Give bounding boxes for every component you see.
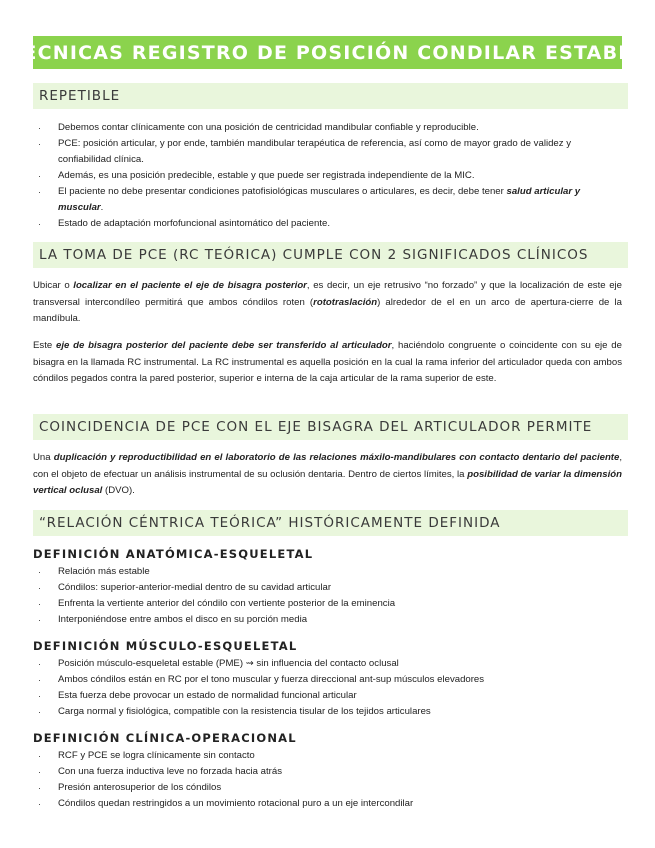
bullet-icon: · xyxy=(38,799,41,809)
list-item: · Enfrenta la vertiente anterior del cóndilo con vertiente posterior de la eminencia xyxy=(33,596,622,612)
page-title: TÉCNICAS REGISTRO DE POSICIÓN CONDILAR ESTABLE xyxy=(33,36,622,69)
subheading-clinica: DEFINICIÓN CLÍNICA-OPERACIONAL xyxy=(33,731,297,745)
list-item: · Con una fuerza inductiva leve no forzada hacia atrás xyxy=(33,764,622,780)
bullet-icon: · xyxy=(38,171,41,181)
list-item: · Cóndilos: superior-anterior-medial dentro de su cavidad articular xyxy=(33,580,622,596)
paragraph-toma-2: Este eje de bisagra posterior del paciente debe ser transferido al articulador, haciéndolo congruente o coincidente con su eje de bisagra en la llamada RC instrumental. La RC instrumental es aquella posición en la cual la rama inferior del articulador queda con ambos cóndilos pegados contra la pared posterior, superior e interna de la caja articular de la rama superior de este. xyxy=(33,340,622,384)
section-heading-coincidencia: COINCIDENCIA DE PCE CON EL EJE BISAGRA DEL ARTICULADOR PERMITE xyxy=(33,414,628,440)
bullet-icon: · xyxy=(38,615,41,625)
bullet-icon: · xyxy=(38,567,41,577)
bullet-icon: · xyxy=(38,751,41,761)
repetible-list xyxy=(33,120,622,232)
list-item: · El paciente no debe presentar condiciones patofisiológicas musculares o articulares, es decir, debe tener salud articular y muscular. xyxy=(38,186,581,213)
bullet-icon: · xyxy=(38,659,41,669)
paragraph-coincidencia: Una duplicación y reproductibilidad en el laboratorio de las relaciones máxilo-mandibulares con contacto dentario del paciente, con el objeto de efectuar un análisis instrumental de su oclusión dentaria. Dentro de ciertos límites, la posibilidad de variar la dimensión vertical oclusal (DVO). xyxy=(33,452,623,496)
section-heading-relacion-centrica: “RELACIÓN CÉNTRICA TEÓRICA” HISTÓRICAMENTE DEFINIDA xyxy=(33,510,628,536)
section-heading-toma-pce: LA TOMA DE PCE (RC TEÓRICA) CUMPLE CON 2 SIGNIFICADOS CLÍNICOS xyxy=(33,242,628,268)
clinica-list xyxy=(33,748,622,812)
list-item: · Carga normal y fisiológica, compatible con la resistencia tisular de los tejidos articulares xyxy=(33,704,622,720)
emphasis: salud articular y muscular xyxy=(58,186,581,213)
bullet-icon: · xyxy=(38,707,41,717)
list-item: · Estado de adaptación morfofuncional asintomático del paciente. xyxy=(33,216,622,232)
bullet-icon: · xyxy=(38,691,41,701)
list-item: · Además, es una posición predecible, estable y que puede ser registrada independiente de la MIC. xyxy=(33,168,622,184)
section-heading-repetible: REPETIBLE xyxy=(33,83,628,109)
bullet-icon: · xyxy=(38,139,41,149)
bullet-icon: · xyxy=(38,675,41,685)
bullet-icon: · xyxy=(38,219,41,229)
bullet-icon: · xyxy=(38,599,41,609)
list-item: · RCF y PCE se logra clínicamente sin contacto xyxy=(33,748,622,764)
list-item: · Relación más estable xyxy=(33,564,622,580)
list-item: · Cóndilos quedan restringidos a un movimiento rotacional puro a un eje intercondilar xyxy=(33,796,622,812)
list-item: · PCE: posición articular, y por ende, también mandibular terapéutica de referencia, así como de mayor grado de validez y confiabilidad clínica. xyxy=(38,138,572,165)
subheading-musculo: DEFINICIÓN MÚSCULO-ESQUELETAL xyxy=(33,639,298,653)
musculo-list xyxy=(33,656,622,720)
subheading-anatomica: DEFINICIÓN ANATÓMICA-ESQUELETAL xyxy=(33,547,314,561)
list-item: · Posición músculo-esqueletal estable (PME) ⇝ sin influencia del contacto oclusal xyxy=(33,656,622,672)
paragraph-toma-1: Ubicar o localizar en el paciente el eje de bisagra posterior, es decir, un eje retrusivo “no forzado” y que la localización de este eje transversal intercondíleo permitirá que ambos cóndilos roten (rototraslación) alrededor de el en un arco de apertura-cierre de la mandíbula. xyxy=(33,280,622,324)
bullet-icon: · xyxy=(38,583,41,593)
bullet-icon: · xyxy=(38,187,41,197)
bullet-icon: · xyxy=(38,123,41,133)
list-item: · Debemos contar clínicamente con una posición de centricidad mandibular confiable y reproducible. xyxy=(33,120,622,136)
anatomica-list xyxy=(33,564,622,628)
list-item: · Esta fuerza debe provocar un estado de normalidad funcional articular xyxy=(33,688,622,704)
list-item: · Ambos cóndilos están en RC por el tono muscular y fuerza direccional ant-sup músculos elevadores xyxy=(33,672,622,688)
list-item: · Interponiéndose entre ambos el disco en su porción media xyxy=(33,612,622,628)
bullet-icon: · xyxy=(38,767,41,777)
bullet-icon: · xyxy=(38,783,41,793)
list-item: · Presión anterosuperior de los cóndilos xyxy=(33,780,622,796)
